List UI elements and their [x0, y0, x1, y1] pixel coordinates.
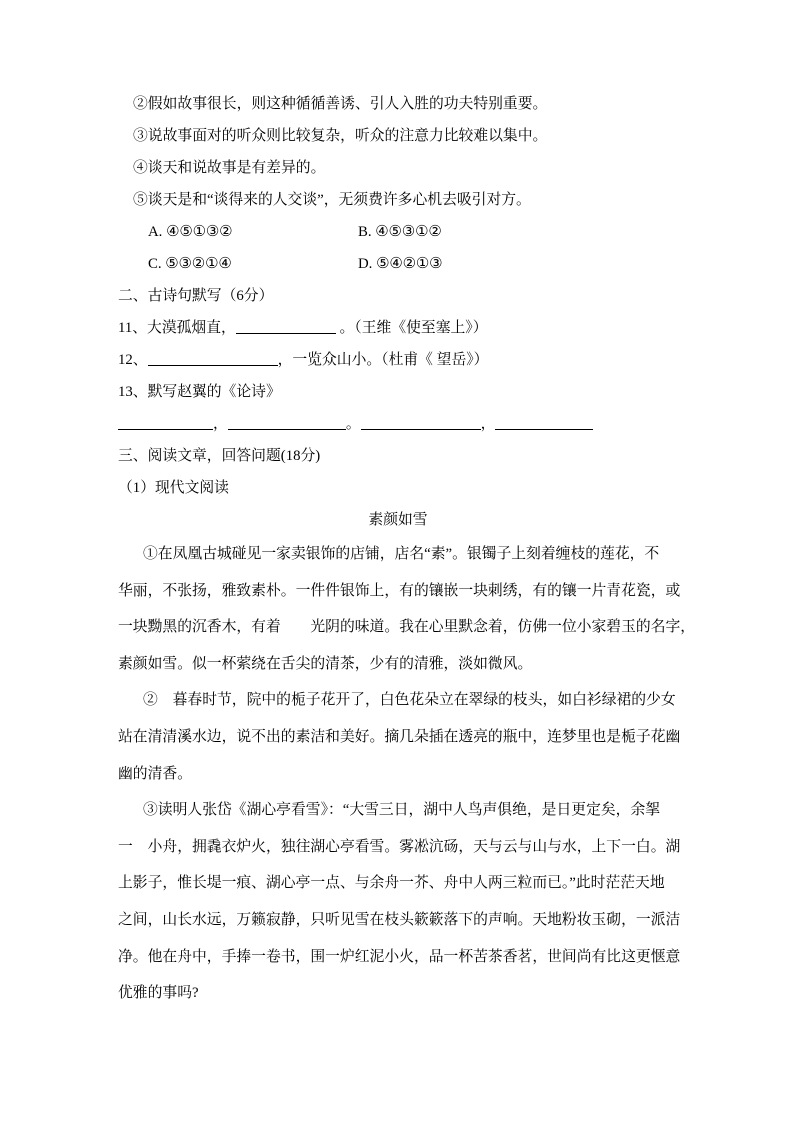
statement-item-3: ③说故事面对的听众则比较复杂，听众的注意力比较难以集中。: [133, 128, 548, 144]
statement-item-5: ⑤谈天是和“谈得来的人交谈”，无须费许多心机去吸引对方。: [133, 192, 531, 208]
option-d: D. ⑤④②①③: [358, 256, 443, 272]
question-12-prefix: 12、: [118, 352, 148, 368]
option-b: B. ④⑤③①②: [358, 224, 442, 240]
options-row-2: [118, 248, 678, 280]
question-11-prefix: 11、大漠孤烟直，: [118, 320, 236, 336]
essay-line: 净。他在舟中，手捧一卷书，围一炉红泥小火，品一杯苦茶香茗，世间尚有比这更惬意: [118, 948, 681, 965]
essay-line: 素颜如雪。似一杯萦绕在舌尖的清茶，少有的清雅，淡如微风。: [118, 655, 533, 672]
question-11: [118, 312, 678, 344]
statement-item-2: ②假如故事很长，则这种循循善诱、引人入胜的功夫特别重要。: [133, 96, 548, 112]
option-a: A. ④⑤①③②: [148, 224, 233, 240]
essay-line: ①在凤凰古城碰见一家卖银饰的店铺，店名“素”。银镯子上刻着缠枝的莲花，不: [143, 546, 660, 562]
section3-heading: 三、阅读文章，回答问题(18分): [118, 448, 321, 464]
essay-line: 上影子，惟长堤一痕、湖心亭一点、与余舟一芥、舟中人两三粒而已。”此时茫茫天地: [118, 875, 665, 892]
question-12-suffix: ，一览众山小。（杜甫《 望岳》）: [277, 352, 489, 368]
question-12: [118, 344, 678, 376]
section3-subheading: （1）现代文阅读: [118, 480, 229, 496]
essay-line: ③读明人张岱《湖心亭看雪》：“大雪三日，湖中人鸟声俱绝，是日更定矣，余挐: [143, 802, 661, 819]
answer-blank: [118, 416, 213, 430]
answer-blank: [148, 352, 278, 366]
question-13: 13、默写赵翼的《论诗》: [118, 384, 281, 400]
blank-separator: ，: [213, 416, 228, 432]
section2-heading: 二、古诗句默写（6分）: [118, 288, 274, 304]
essay-line: 幽的清香。: [118, 765, 192, 782]
question-11-suffix: 。（王维《使至塞上》）: [335, 320, 488, 336]
essay-title: 素颜如雪: [368, 512, 428, 528]
question-13-blanks: [118, 408, 678, 440]
essay-line: 一块黝黑的沉香木，有着 光阴的味道。我在心里默念着，仿佛一位小家碧玉的名字，: [118, 619, 696, 636]
options-row-1: [118, 216, 678, 248]
essay-line: 之间，山长水远，万籁寂静，只听见雪在枝头簌簌落下的声响。天地粉妆玉砌，一派洁: [118, 911, 681, 928]
option-c: C. ⑤③②①④: [148, 256, 232, 272]
essay-line: 一 小舟，拥毳衣炉火，独往湖心亭看雪。雾凇沆砀，天与云与山与水，上下一白。湖: [118, 838, 681, 855]
answer-blank: [495, 416, 593, 430]
essay-line: ② 暮春时节，院中的栀子花开了，白色花朵立在翠绿的枝头，如白衫绿裙的少女: [143, 692, 676, 709]
answer-blank: [228, 416, 346, 430]
essay-line: 优雅的事吗?: [118, 985, 199, 1002]
blank-separator: ，: [480, 416, 496, 432]
answer-blank: [361, 416, 481, 430]
essay-line: 站在清清溪水边，说不出的素洁和美好。摘几朵插在透亮的瓶中，连梦里也是栀子花幽: [118, 728, 681, 745]
statement-item-4: ④谈天和说故事是有差异的。: [133, 160, 326, 176]
blank-separator: 。: [345, 416, 361, 432]
answer-blank: [236, 320, 336, 334]
essay-line: 华丽，不张扬，雅致素朴。一件件银饰上，有的镶嵌一块刺绣，有的镶一片青花瓷，或: [118, 582, 681, 599]
